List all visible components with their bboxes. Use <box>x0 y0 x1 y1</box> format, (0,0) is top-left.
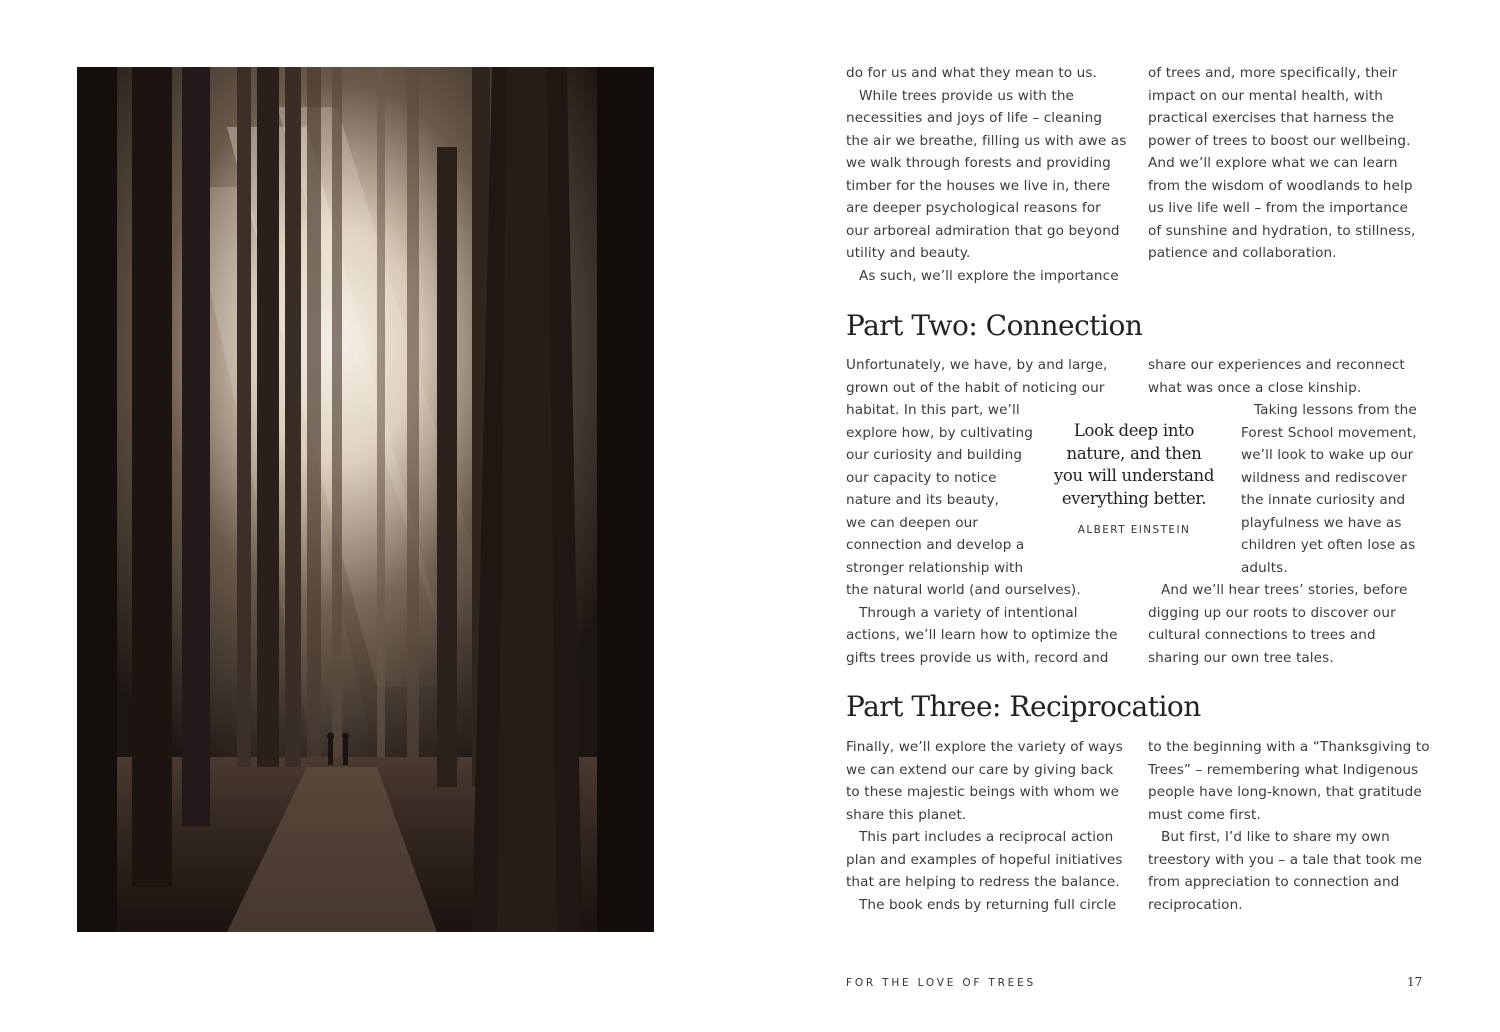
text-line: While trees provide us with the <box>859 87 1075 104</box>
text-line: to these majestic beings with whom we <box>846 784 1120 800</box>
text-line: from appreciation to connection and <box>1148 874 1400 890</box>
text-line: wildness and rediscover <box>1241 469 1407 486</box>
pull-quote <box>1046 420 1222 536</box>
part-two-right-wrap <box>1241 399 1417 579</box>
part-two-left-bottom <box>846 579 1118 669</box>
text-line: we’ll look to wake up our <box>1241 447 1414 463</box>
text-line: the air we breathe, filling us with awe as <box>846 132 1127 149</box>
text-line: timber for the houses we live in, there <box>846 177 1111 194</box>
text-line: Finally, we’ll explore the variety of ways <box>846 739 1123 755</box>
text-line: power of trees to boost our wellbeing. <box>1148 132 1411 149</box>
text-line: actions, we’ll learn how to optimize the <box>846 627 1118 643</box>
text-line: utility and beauty. <box>846 245 971 261</box>
text-line: connection and develop a <box>846 537 1025 553</box>
text-line: necessities and joys of life – cleaning <box>846 110 1103 126</box>
part-two-heading: Part Two: Connection <box>846 309 1143 342</box>
text-line: that are helping to redress the balance. <box>846 874 1120 890</box>
text-line: sharing our own tree tales. <box>1148 649 1334 666</box>
part-three-right-column <box>1148 736 1430 916</box>
text-line: playfulness we have as <box>1241 514 1402 531</box>
text-line: are deeper psychological reasons for <box>846 200 1101 216</box>
text-line: share this planet. <box>846 806 967 823</box>
quote-line: you will understand <box>1053 466 1215 485</box>
text-line: children yet often lose as <box>1241 537 1416 553</box>
quote-author: ALBERT EINSTEIN <box>1077 524 1191 536</box>
text-line: our arboreal admiration that go beyond <box>846 222 1120 239</box>
part-three-left-column <box>846 736 1123 916</box>
text-line: us live life well – from the importance <box>1148 200 1408 216</box>
text-line: Trees” – remembering what Indigenous <box>1148 761 1419 778</box>
text-line: And we’ll explore what we can learn <box>1148 155 1398 171</box>
text-line: As such, we’ll explore the importance <box>859 267 1119 284</box>
text-line: But first, I’d like to share my own <box>1161 829 1390 845</box>
part-two-left-wrap <box>846 399 1033 579</box>
text-line: we can extend our care by giving back <box>846 761 1114 778</box>
text-line: habitat. In this part, we’ll <box>846 402 1020 418</box>
text-line: our capacity to notice <box>846 469 997 486</box>
text-line: the natural world (and ourselves). <box>846 582 1081 598</box>
text-line: of trees and, more specifically, their <box>1148 65 1398 81</box>
text-line: plan and examples of hopeful initiatives <box>846 851 1123 868</box>
part-two-right-bottom <box>1148 579 1407 669</box>
text-line: impact on our mental health, with <box>1148 87 1383 104</box>
text-line: treestory with you – a tale that took me <box>1148 851 1423 868</box>
page-number: 17 <box>1407 975 1423 989</box>
text-line: And we’ll hear trees’ stories, before <box>1161 582 1408 598</box>
part-two-left-top <box>846 354 1107 399</box>
text-line: cultural connections to trees and <box>1148 627 1376 643</box>
text-line: The book ends by returning full circle <box>859 896 1117 913</box>
text-line: Through a variety of intentional <box>859 604 1078 621</box>
running-footer-title: FOR THE LOVE OF TREES <box>846 977 1037 989</box>
text-line: we can deepen our <box>846 514 979 531</box>
text-line: adults. <box>1241 559 1288 576</box>
text-line: patience and collaboration. <box>1148 245 1337 261</box>
text-line: people have long-known, that gratitude <box>1148 784 1422 800</box>
text-line: do for us and what they mean to us. <box>846 65 1097 81</box>
text-line: of sunshine and hydration, to stillness, <box>1148 222 1416 239</box>
part-two-right-top <box>1148 354 1405 399</box>
text-line: what was once a close kinship. <box>1148 379 1362 396</box>
text-line: from the wisdom of woodlands to help <box>1148 177 1413 194</box>
forest-image <box>77 67 654 932</box>
text-line: Taking lessons from the <box>1254 402 1417 418</box>
quote-line: nature, and then <box>1066 443 1202 463</box>
text-line: Forest School movement, <box>1241 424 1417 441</box>
intro-left-column <box>846 62 1126 287</box>
text-line: Unfortunately, we have, by and large, <box>846 357 1108 373</box>
intro-right-column <box>1148 62 1415 265</box>
text-line: share our experiences and reconnect <box>1148 357 1405 373</box>
text-line: stronger relationship with <box>846 559 1024 576</box>
text-line: must come first. <box>1148 806 1261 823</box>
quote-line: Look deep into <box>1073 421 1195 440</box>
part-three-heading: Part Three: Reciprocation <box>846 690 1201 723</box>
text-line: our curiosity and building <box>846 447 1023 463</box>
text-line: explore how, by cultivating <box>846 424 1033 441</box>
text-line: practical exercises that harness the <box>1148 110 1395 126</box>
text-line: digging up our roots to discover our <box>1148 604 1396 621</box>
text-line: This part includes a reciprocal action <box>859 829 1114 845</box>
quote-text <box>1046 420 1222 510</box>
forest-photo <box>77 67 654 932</box>
text-line: the innate curiosity and <box>1241 492 1406 508</box>
text-line: grown out of the habit of noticing our <box>846 379 1105 396</box>
text-line: gifts trees provide us with, record and <box>846 649 1109 666</box>
text-line: to the beginning with a “Thanksgiving to <box>1148 739 1430 755</box>
text-line: reciprocation. <box>1148 896 1243 913</box>
text-line: nature and its beauty, <box>846 492 1000 508</box>
text-line: we walk through forests and providing <box>846 155 1111 171</box>
quote-line: everything better. <box>1061 488 1207 508</box>
